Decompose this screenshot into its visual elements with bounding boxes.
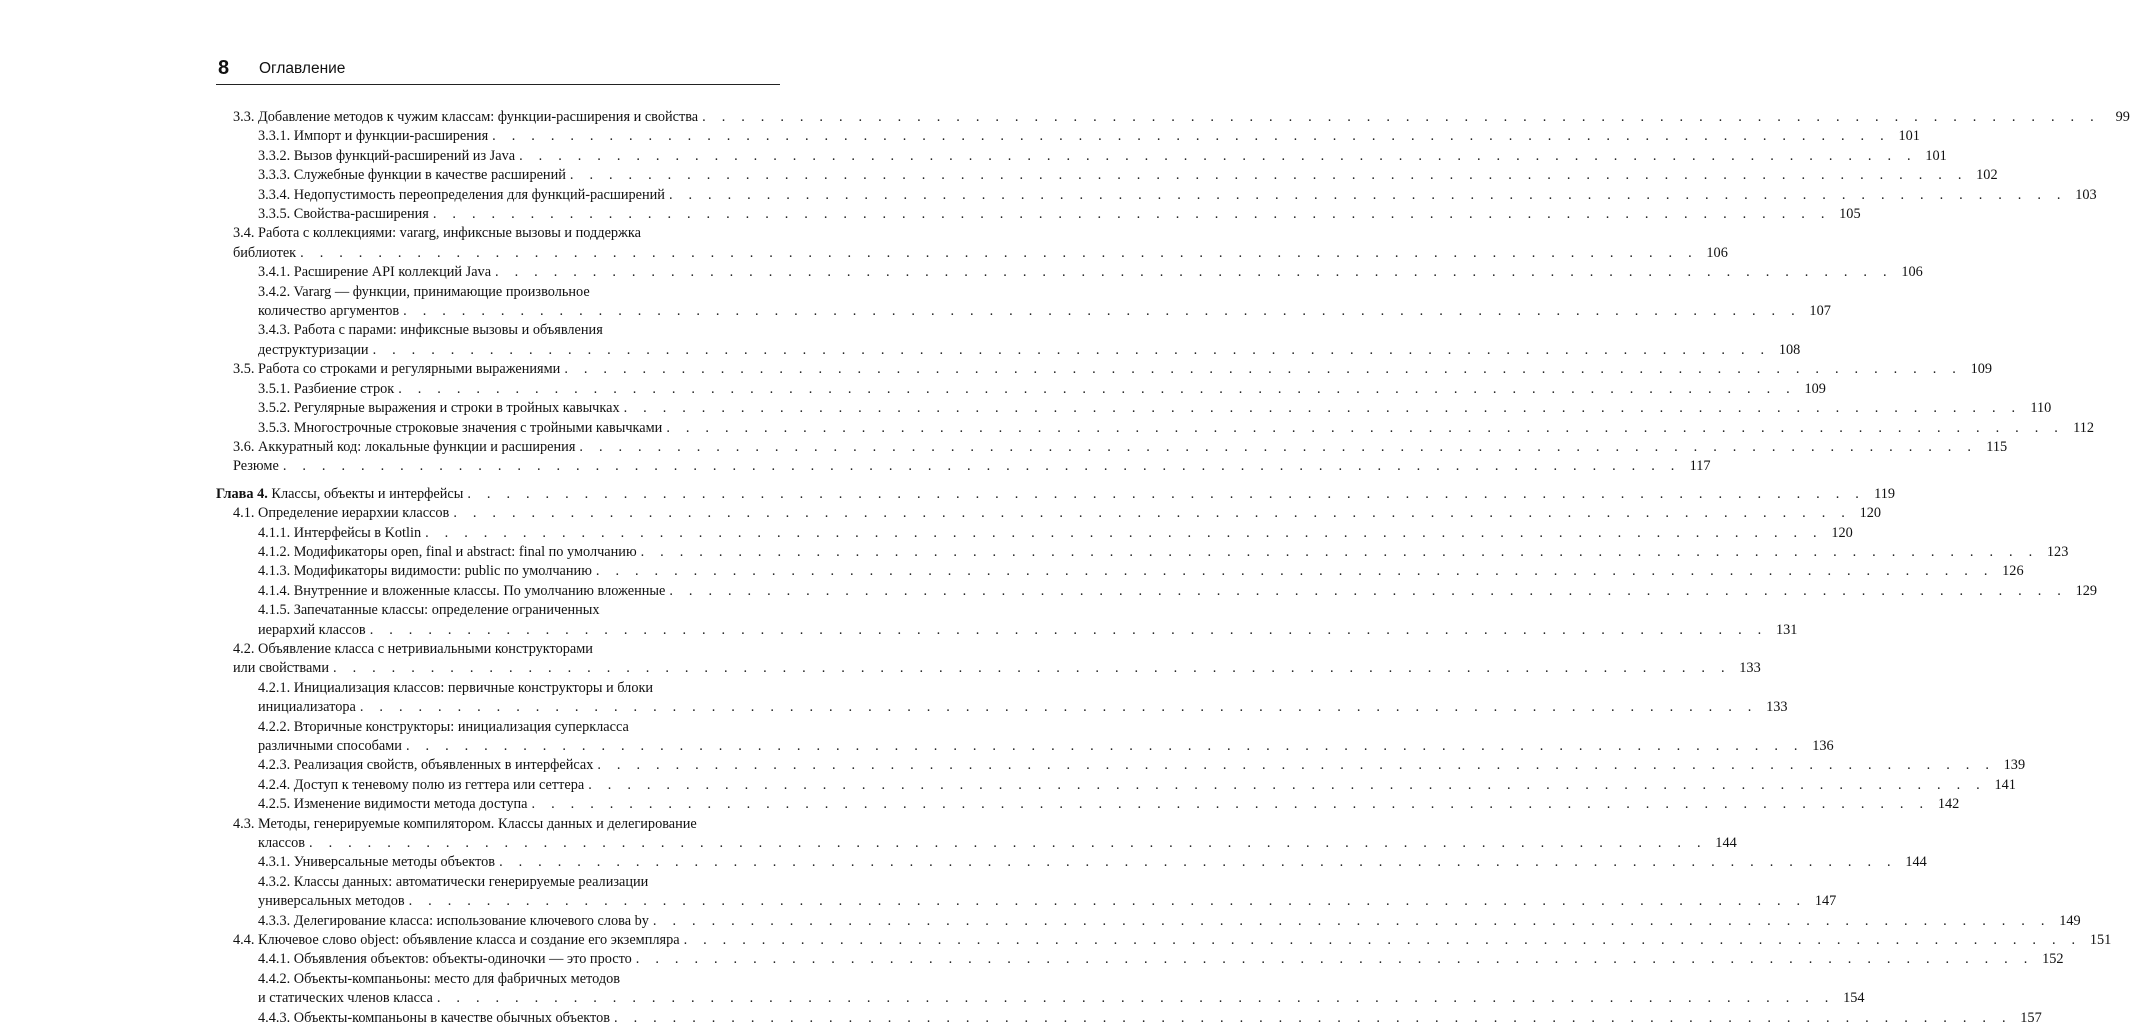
toc-entry [216, 543, 2069, 562]
toc-entry-title: универсальных методов [258, 893, 405, 910]
toc-entry-title: 3.3.1. Импорт и функции-расширения [258, 128, 489, 145]
toc-entry-title: 4.3.1. Универсальные методы объектов [258, 854, 496, 871]
toc-entry-title: 3.6. Аккуратный код: локальные функции и расширения [233, 438, 576, 455]
toc-entry-title: 3.4.1. Расширение API коллекций Java [258, 264, 492, 281]
toc-entry [216, 1009, 2042, 1028]
toc-entry-title: 4.4. Ключевое слово object: объявление класса и создание его экземпляра [233, 932, 680, 949]
toc-entry-title-line: 4.2.2. Вторичные конструкторы: инициализация суперкласса [258, 718, 629, 735]
toc-page-number: 123 [2046, 543, 2069, 560]
dot-leader: . . . . . . . . . . . . . . . . . . . . . . . . . . . . . . . . . . . . . . . . . . . . . . . . . . . . . . . . . . . . . . . . . . . . . . . . [492, 128, 1890, 145]
toc-entry-title-line: 4.4.2. Объекты-компаньоны: место для фабричных методов [258, 970, 621, 987]
toc-entry [216, 321, 1801, 360]
toc-page-number: 107 [1809, 303, 1831, 320]
toc-page-number: 106 [1706, 244, 1728, 261]
toc-page-number: 152 [2042, 951, 2064, 968]
dot-leader: . . . . . . . . . . . . . . . . . . . . . . . . . . . . . . . . . . . . . . . . . . . . . . . . . . . . . . . . . . . . . . . . . . . . . . . . [425, 524, 1823, 541]
toc-page-number: 103 [2075, 186, 2097, 203]
toc-entry-title: 4.1.4. Внутренние и вложенные классы. По умолчанию вложенные [258, 582, 666, 599]
dot-leader: . . . . . . . . . . . . . . . . . . . . . . . . . . . . . . . . . . . . . . . . . . . . . . . . . . . . . . . . . . . . . . . . . . . . . . . . [669, 582, 2068, 599]
toc-entry [216, 582, 2098, 601]
toc-entry-title: и статических членов класса [258, 990, 433, 1007]
toc-page-number: 126 [2002, 563, 2024, 580]
toc-entry-title: 4.1. Определение иерархии классов [233, 505, 450, 522]
dot-leader: . . . . . . . . . . . . . . . . . . . . . . . . . . . . . . . . . . . . . . . . . . . . . . . . . . . . . . . . . . . . . . . . . . . . . . . . [282, 458, 1681, 475]
toc-page-number: 115 [1986, 438, 2008, 455]
dot-leader: . . . . . . . . . . . . . . . . . . . . . . . . . . . . . . . . . . . . . . . . . . . . . . . . . . . . . . . . . . . . . . . . . . . . . . . . [666, 419, 2065, 436]
toc-page-number: 120 [1859, 505, 1882, 522]
toc-page-number: 109 [1970, 361, 1993, 378]
toc-entry [216, 601, 1798, 640]
toc-entry-title: 3.3. Добавление методов к чужим классам: функции-расширения и свойства [233, 109, 699, 125]
toc-entry-title-line: 3.4. Работа с коллекциями: vararg, инфиксные вызовы и поддержка [233, 225, 642, 242]
toc-page-number: 129 [2075, 582, 2098, 599]
dot-leader: . . . . . . . . . . . . . . . . . . . . . . . . . . . . . . . . . . . . . . . . . . . . . . . . . . . . . . . . . . . . . . . . . . . . . . . . [372, 341, 1771, 358]
dot-leader: . . . . . . . . . . . . . . . . . . . . . . . . . . . . . . . . . . . . . . . . . . . . . . . . . . . . . . . . . . . . . . . . . . . . . . . . [467, 485, 1866, 502]
page-number: 8 [218, 57, 230, 79]
toc-page-number: 131 [1775, 621, 1798, 638]
toc-entry-title-line: 3.4.3. Работа с парами: инфиксные вызовы и объявления [258, 322, 603, 339]
toc-entry [216, 504, 1882, 523]
dot-leader: . . . . . . . . . . . . . . . . . . . . . . . . . . . . . . . . . . . . . . . . . . . . . . . . . . . . . . . . . . . . . . . . . . . . . . . . [640, 543, 2039, 560]
toc-entry [216, 438, 2008, 457]
toc-page-number: 108 [1778, 341, 1801, 358]
toc-entry-title: 4.2.5. Изменение видимости метода доступа [258, 796, 528, 813]
toc-entry-title: 3.5.3. Многострочные строковые значения с тройными кавычками [258, 419, 663, 436]
toc-page-number: 110 [2030, 400, 2052, 417]
toc-entry-title: 3.3.4. Недопустимость переопределения для функций-расширений [258, 186, 665, 203]
toc-page-number: 99 [2115, 109, 2130, 125]
toc-entry-title: инициализатора [258, 699, 356, 716]
dot-leader: . . . . . . . . . . . . . . . . . . . . . . . . . . . . . . . . . . . . . . . . . . . . . . . . . . . . . . . . . . . . . . . . . . . . . . . . [495, 264, 1893, 281]
toc-entry-title: 4.1.2. Модификаторы open, final и abstract: final по умолчанию [258, 543, 637, 560]
dot-leader: . . . . . . . . . . . . . . . . . . . . . . . . . . . . . . . . . . . . . . . . . . . . . . . . . . . . . . . . . . . . . . . . . . . . . . . . [453, 505, 1852, 522]
toc-entry [216, 147, 1947, 166]
toc-entry-title-line: 4.2. Объявление класса с нетривиальными конструкторами [233, 640, 593, 657]
toc-entry [216, 224, 1728, 263]
running-header [216, 58, 780, 85]
toc-entry [216, 718, 1834, 757]
dot-leader: . . . . . . . . . . . . . . . . . . . . . . . . . . . . . . . . . . . . . . . . . . . . . . . . . . . . . . . . . . . . . . . . . . . . . . . . [668, 186, 2067, 203]
toc-entry-title: иерархий классов [258, 621, 366, 638]
toc-page-number: 133 [1766, 699, 1788, 716]
dot-leader: . . . . . . . . . . . . . . . . . . . . . . . . . . . . . . . . . . . . . . . . . . . . . . . . . . . . . . . . . . . . . . . . . . . . . . . . [436, 990, 1835, 1007]
toc-entry [216, 108, 2130, 127]
toc-entry [216, 931, 2112, 950]
toc-entry [216, 679, 1788, 718]
toc-entry-title: классов [258, 835, 306, 852]
toc-entry [216, 873, 1837, 912]
chapter-label: Глава 4. [216, 485, 268, 502]
toc-entry-title: 4.1.3. Модификаторы видимости: public по умолчанию [258, 563, 592, 580]
toc-entry-title-line: 4.2.1. Инициализация классов: первичные конструкторы и блоки [258, 679, 654, 696]
dot-leader: . . . . . . . . . . . . . . . . . . . . . . . . . . . . . . . . . . . . . . . . . . . . . . . . . . . . . . . . . . . . . . . . . . . . . . . . [300, 244, 1698, 261]
toc-entry [216, 419, 2095, 438]
toc-entry [216, 776, 2016, 795]
toc-entry [216, 562, 2024, 581]
toc-entry [216, 380, 1826, 399]
dot-leader: . . . . . . . . . . . . . . . . . . . . . . . . . . . . . . . . . . . . . . . . . . . . . . . . . . . . . . . . . . . . . . . . . . . . . . . . [519, 147, 1917, 164]
dot-leader: . . . . . . . . . . . . . . . . . . . . . . . . . . . . . . . . . . . . . . . . . . . . . . . . . . . . . . . . . . . . . . . . . . . . . . . . [683, 932, 2082, 949]
toc-entry-title: Резюме [233, 458, 279, 475]
toc-entry-title-line: 4.1.5. Запечатанные классы: определение ограниченных [258, 602, 600, 619]
toc-page-number: 109 [1804, 380, 1826, 397]
toc-entry [216, 127, 1920, 146]
toc-entry-title: различными способами [258, 738, 402, 754]
toc-page-number: 154 [1843, 990, 1865, 1007]
dot-leader: . . . . . . . . . . . . . . . . . . . . . . . . . . . . . . . . . . . . . . . . . . . . . . . . . . . . . . . . . . . . . . . . . . . . . . . . [569, 167, 1968, 184]
dot-leader: . . . . . . . . . . . . . . . . . . . . . . . . . . . . . . . . . . . . . . . . . . . . . . . . . . . . . . . . . . . . . . . . . . . . . . . . [398, 380, 1796, 397]
toc-page-number: 120 [1831, 524, 1853, 541]
toc-entry [216, 524, 1853, 543]
toc-entry [216, 640, 1761, 679]
dot-leader: . . . . . . . . . . . . . . . . . . . . . . . . . . . . . . . . . . . . . . . . . . . . . . . . . . . . . . . . . . . . . . . . . . . . . . . . [309, 835, 1707, 852]
dot-leader: . . . . . . . . . . . . . . . . . . . . . . . . . . . . . . . . . . . . . . . . . . . . . . . . . . . . . . . . . . . . . . . . . . . . . . . . [531, 796, 1930, 813]
toc-entry-title: 4.4.1. Объявления объектов: объекты-одиночки — это просто [258, 951, 632, 968]
toc-page-number: 151 [2089, 932, 2112, 949]
toc-entry [216, 205, 1861, 224]
toc-entry [216, 263, 1923, 282]
toc-page-number: 157 [2020, 1009, 2042, 1026]
toc-page-number: 142 [1937, 796, 1960, 813]
dot-leader: . . . . . . . . . . . . . . . . . . . . . . . . . . . . . . . . . . . . . . . . . . . . . . . . . . . . . . . . . . . . . . . . . . . . . . . . [635, 951, 2034, 968]
toc-page-number: 105 [1839, 206, 1861, 223]
toc-entry-title: 4.2.4. Доступ к теневому полю из геттера или сеттера [258, 776, 585, 793]
toc-entry [216, 853, 1927, 872]
toc-entry-title: 4.3.3. Делегирование класса: использование ключевого слова by [258, 912, 649, 929]
dot-leader: . . . . . . . . . . . . . . . . . . . . . . . . . . . . . . . . . . . . . . . . . . . . . . . . . . . . . . . . . . . . . . . . . . . . . . . . [432, 206, 1831, 223]
dot-leader: . . . . . . . . . . . . . . . . . . . . . . . . . . . . . . . . . . . . . . . . . . . . . . . . . . . . . . . . . . . . . . . . . . . . . . . . [564, 361, 1963, 378]
toc-page-number: 144 [1905, 854, 1927, 871]
toc-page-number: 136 [1812, 738, 1834, 754]
section-title: Оглавление [259, 60, 346, 77]
dot-leader: . . . . . . . . . . . . . . . . . . . . . . . . . . . . . . . . . . . . . . . . . . . . . . . . . . . . . . . . . . . . . . . . . . . . . . . . [408, 893, 1807, 910]
dot-leader: . . . . . . . . . . . . . . . . . . . . . . . . . . . . . . . . . . . . . . . . . . . . . . . . . . . . . . . . . . . . . . . . . . . . . . . . [403, 303, 1801, 320]
toc-entry-title-line: 4.3.2. Классы данных: автоматически генерируемые реализации [258, 873, 649, 890]
dot-leader: . . . . . . . . . . . . . . . . . . . . . . . . . . . . . . . . . . . . . . . . . . . . . . . . . . . . . . . . . . . . . . . . . . . . . . . . [595, 563, 1994, 580]
toc-entry [216, 360, 1993, 379]
toc-entry-title: 4.1.1. Интерфейсы в Kotlin [258, 524, 422, 541]
toc-page-number: 101 [1925, 147, 1947, 164]
toc-entry [216, 186, 2097, 205]
dot-leader: . . . . . . . . . . . . . . . . . . . . . . . . . . . . . . . . . . . . . . . . . . . . . . . . . . . . . . . . . . . . . . . . . . . . . . . . [597, 757, 1996, 774]
dot-leader: . . . . . . . . . . . . . . . . . . . . . . . . . . . . . . . . . . . . . . . . . . . . . . . . . . . . . . . . . . . . . . . . . . . . . . . . [702, 109, 2100, 125]
toc-entry-title: 3.5.1. Разбиение строк [258, 380, 395, 397]
toc-entry [216, 283, 1831, 322]
dot-leader: . . . . . . . . . . . . . . . . . . . . . . . . . . . . . . . . . . . . . . . . . . . . . . . . . . . . . . . . . . . . . . . . . . . . . . . . [405, 738, 1804, 754]
dot-leader: . . . . . . . . . . . . . . . . . . . . . . . . . . . . . . . . . . . . . . . . . . . . . . . . . . . . . . . . . . . . . . . . . . . . . . . . [499, 854, 1897, 871]
chapter-title: Классы, объекты и интерфейсы [271, 485, 464, 502]
toc-entry-title: библиотек [233, 244, 297, 261]
dot-leader: . . . . . . . . . . . . . . . . . . . . . . . . . . . . . . . . . . . . . . . . . . . . . . . . . . . . . . . . . . . . . . . . . . . . . . . . [359, 699, 1758, 716]
toc-entry-title: 4.2.3. Реализация свойств, объявленных в интерфейсах [258, 757, 594, 774]
toc-entry [216, 970, 1865, 1009]
toc-entry [216, 950, 2064, 969]
toc-page-number: 101 [1898, 128, 1920, 145]
toc-entry-title-line: 3.4.2. Vararg — функции, принимающие произвольное [258, 283, 590, 300]
toc-entry [216, 912, 2081, 931]
toc-page-number: 112 [2073, 419, 2095, 436]
toc-page-number: 119 [1874, 485, 1896, 502]
dot-leader: . . . . . . . . . . . . . . . . . . . . . . . . . . . . . . . . . . . . . . . . . . . . . . . . . . . . . . . . . . . . . . . . . . . . . . . . [588, 776, 1986, 793]
toc-page-number: 133 [1739, 660, 1761, 677]
toc-entry [216, 399, 2052, 418]
toc-entry-title: 3.5. Работа со строками и регулярными выражениями [233, 361, 561, 378]
toc-entry-title: 3.5.2. Регулярные выражения и строки в тройных кавычках [258, 400, 620, 417]
toc-entry [216, 457, 1711, 476]
toc-entry [216, 756, 2026, 775]
toc-page-number: 147 [1814, 893, 1837, 910]
toc-page-number: 144 [1715, 835, 1737, 852]
toc-entry [216, 166, 1998, 185]
dot-leader: . . . . . . . . . . . . . . . . . . . . . . . . . . . . . . . . . . . . . . . . . . . . . . . . . . . . . . . . . . . . . . . . . . . . . . . . [652, 912, 2051, 929]
dot-leader: . . . . . . . . . . . . . . . . . . . . . . . . . . . . . . . . . . . . . . . . . . . . . . . . . . . . . . . . . . . . . . . . . . . . . . . . [623, 400, 2022, 417]
toc-entry-title: или свойствами [233, 660, 330, 677]
toc-page-number: 117 [1689, 458, 1711, 475]
toc-entry [216, 485, 1896, 504]
dot-leader: . . . . . . . . . . . . . . . . . . . . . . . . . . . . . . . . . . . . . . . . . . . . . . . . . . . . . . . . . . . . . . . . . . . . . . . . [369, 621, 1768, 638]
toc-entry [216, 795, 1960, 814]
toc-entry-title-line: 4.3. Методы, генерируемые компилятором. Классы данных и делегирование [233, 815, 697, 832]
toc-page-number: 141 [1994, 776, 2016, 793]
dot-leader: . . . . . . . . . . . . . . . . . . . . . . . . . . . . . . . . . . . . . . . . . . . . . . . . . . . . . . . . . . . . . . . . . . . . . . . . [579, 438, 1978, 455]
toc-page-number: 106 [1901, 264, 1923, 281]
table-of-contents [216, 108, 2130, 1028]
toc-entry-title: количество аргументов [258, 303, 400, 320]
toc-page-number: 102 [1976, 167, 1998, 184]
dot-leader: . . . . . . . . . . . . . . . . . . . . . . . . . . . . . . . . . . . . . . . . . . . . . . . . . . . . . . . . . . . . . . . . . . . . . . . . [614, 1009, 2012, 1026]
toc-page-number: 149 [2059, 912, 2081, 929]
toc-entry-title: деструктуризации [258, 341, 369, 358]
toc-entry-title: 3.3.2. Вызов функций-расширений из Java [258, 147, 516, 164]
toc-page-number: 139 [2003, 757, 2026, 774]
toc-entry-title: 3.3.5. Свойства-расширения [258, 206, 429, 223]
dot-leader: . . . . . . . . . . . . . . . . . . . . . . . . . . . . . . . . . . . . . . . . . . . . . . . . . . . . . . . . . . . . . . . . . . . . . . . . [333, 660, 1731, 677]
toc-entry [216, 815, 1737, 854]
toc-entry-title: 4.4.3. Объекты-компаньоны в качестве обычных объектов [258, 1009, 611, 1026]
toc-entry-title [216, 485, 463, 504]
toc-entry-title: 3.3.3. Служебные функции в качестве расширений [258, 167, 566, 184]
